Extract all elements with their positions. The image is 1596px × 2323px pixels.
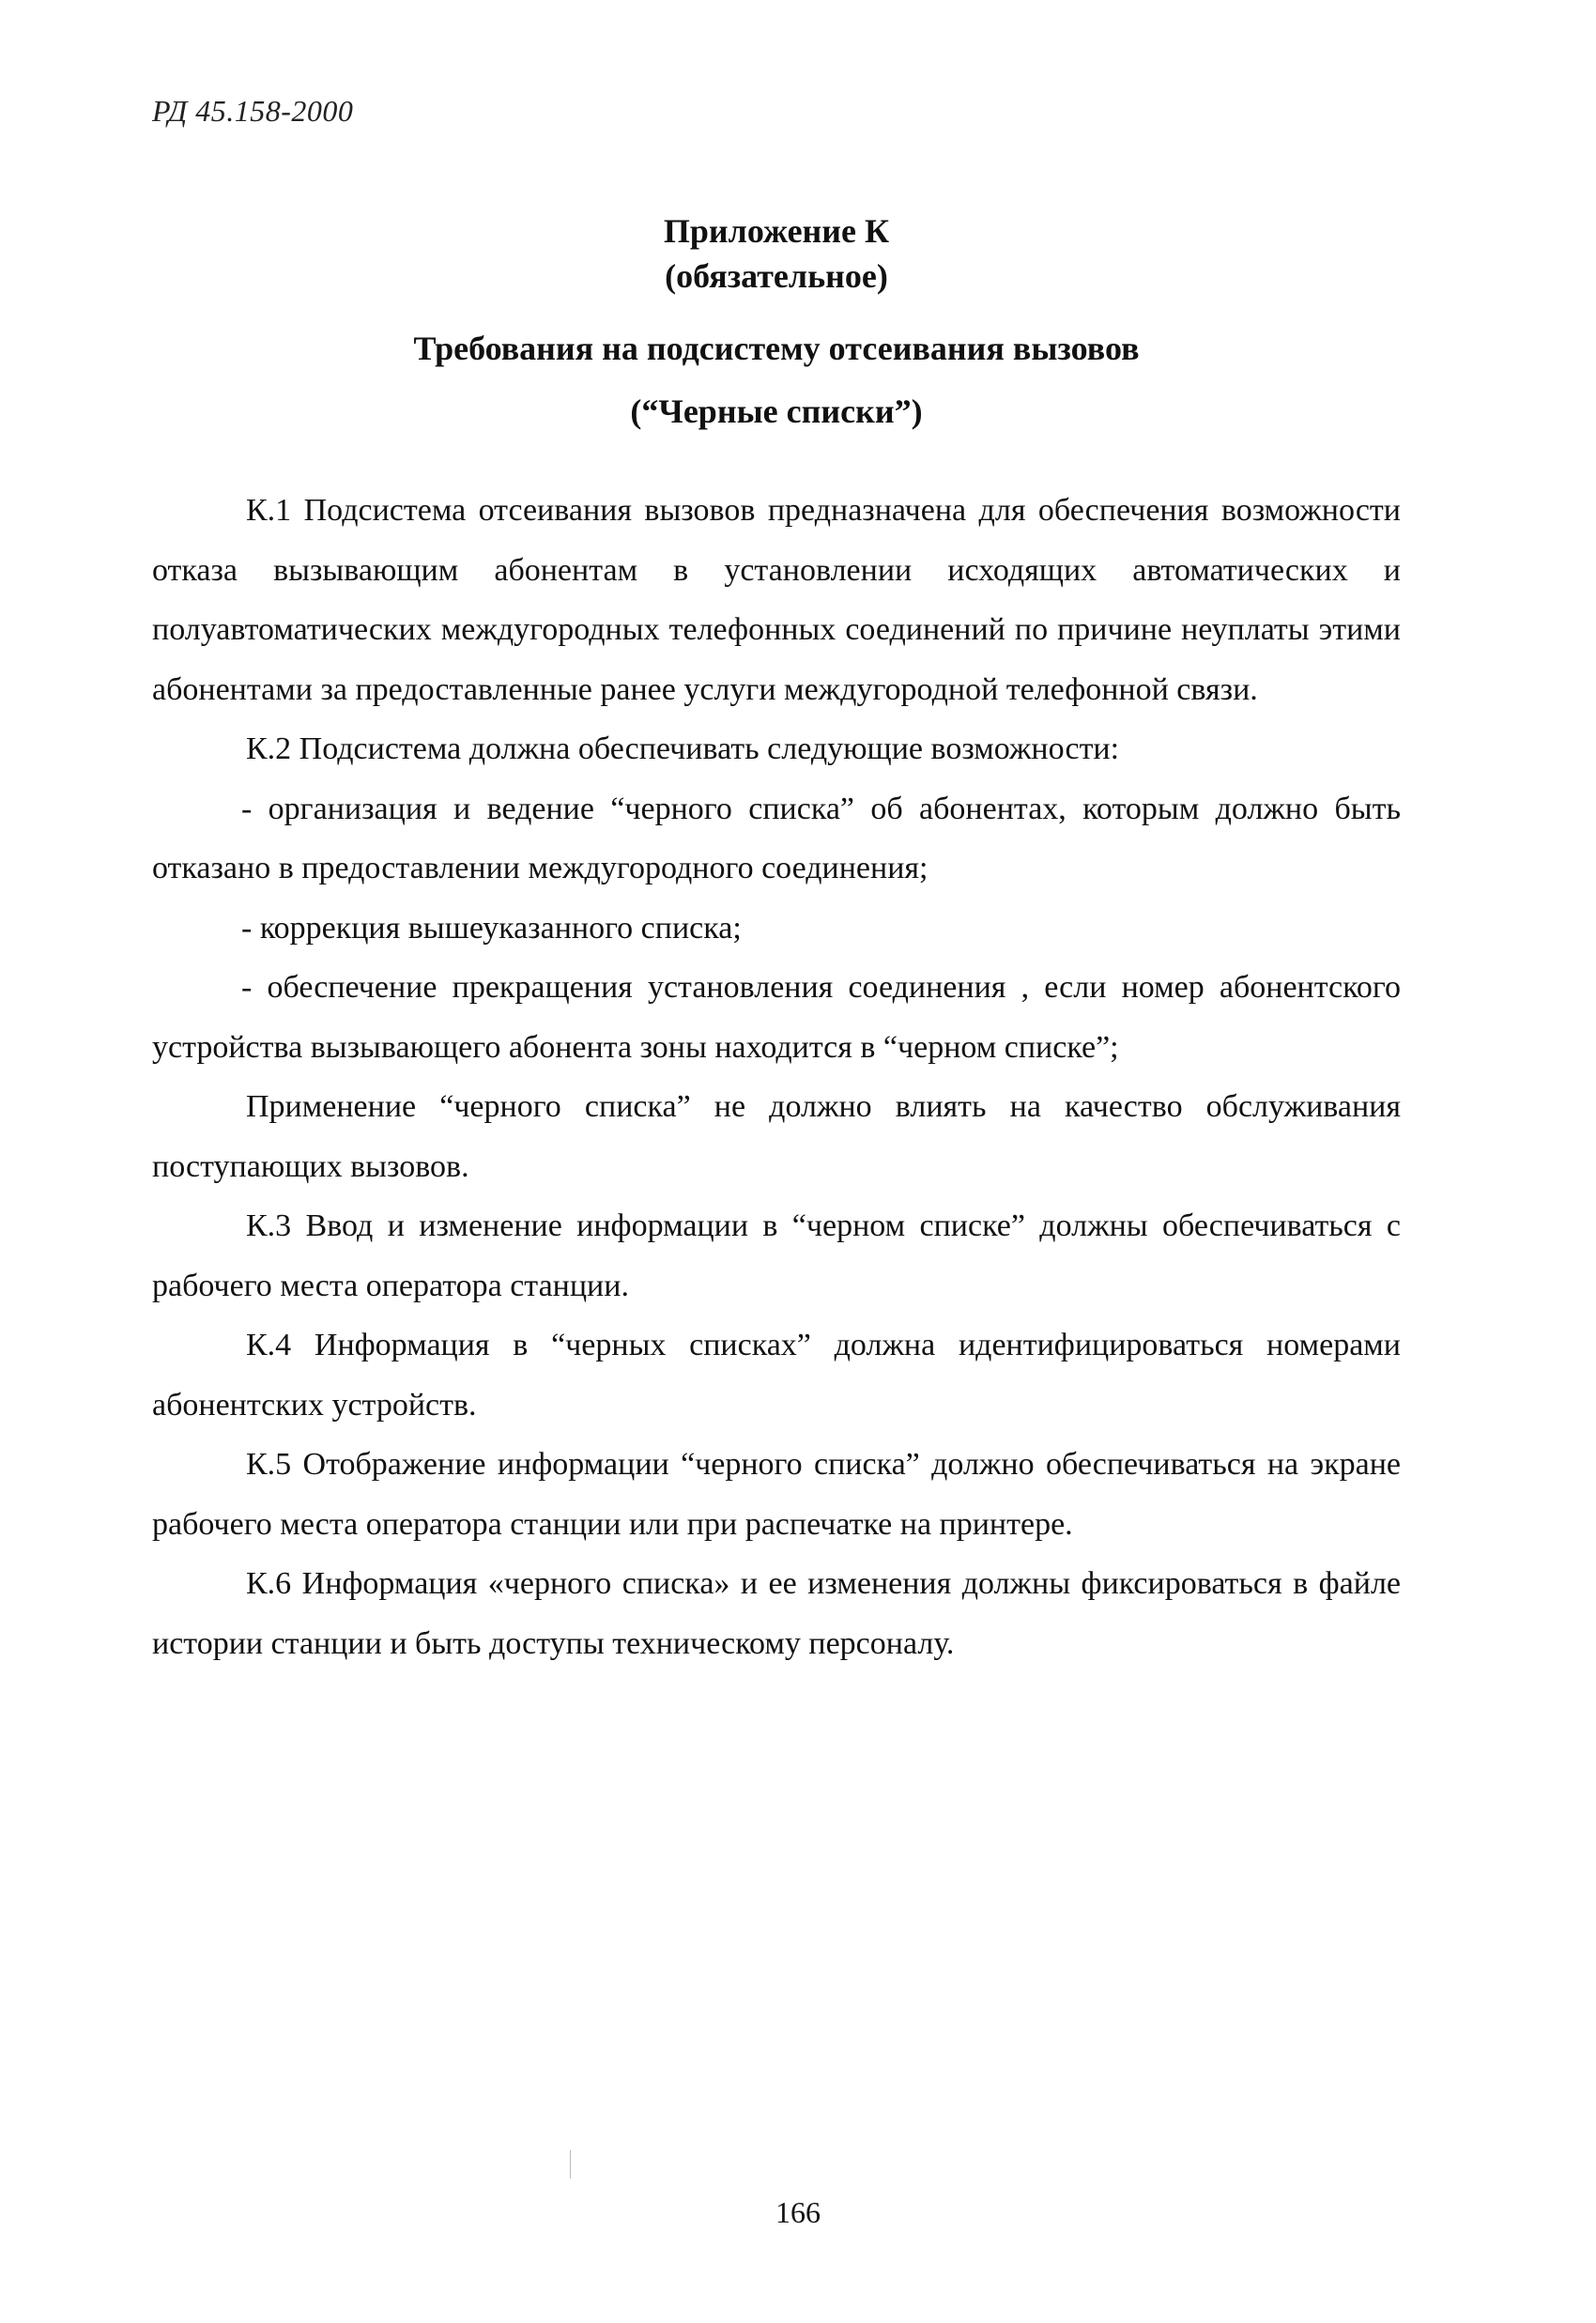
section-title: Требования на подсистему отсеивания вызовов bbox=[413, 330, 1140, 367]
paragraph-application: Применение “черного списка” не должно влиять на качество обслуживания поступающих вызовов. bbox=[152, 1089, 1401, 1184]
paragraph-k1: К.1 Подсистема отсеивания вызовов предназначена для обеспечения возможности отказа вызывающим абонентам в установлении исходящих автоматических и полуавтоматических междугородных телефонных соединений по причине неуплаты этими абонентами за предоставленные ранее услуги междугородной телефонной связи. bbox=[152, 493, 1401, 707]
section-subtitle: (“Черные списки”) bbox=[630, 392, 923, 430]
annex-title: Приложение К bbox=[663, 212, 890, 250]
annex-status: (обязательное) bbox=[665, 257, 888, 295]
paragraph-k4: К.4 Информация в “черных списках” должна идентифицироваться номерами абонентских устройств. bbox=[152, 1328, 1401, 1423]
paragraph-k3: К.3 Ввод и изменение информации в “черном списке” должны обеспечиваться с рабочего места оператора станции. bbox=[152, 1208, 1401, 1303]
body-text bbox=[152, 481, 1401, 1673]
paragraph-k6: К.6 Информация «черного списка» и ее изменения должны фиксироваться в файле истории станции и быть доступы техническому персоналу. bbox=[152, 1566, 1401, 1661]
paragraph-k5: К.5 Отображение информации “черного списка” должно обеспечиваться на экране рабочего места оператора станции или при распечатке на принтере. bbox=[152, 1447, 1401, 1542]
list-item-organization: - организация и ведение “черного списка” об абонентах, которым должно быть отказано в предоставлении междугородного соединения; bbox=[152, 791, 1401, 885]
page-number: 166 bbox=[775, 2195, 821, 2229]
list-item-termination: - обеспечение прекращения установления соединения , если номер абонентского устройства вызывающего абонента зоны находится в “черном списке”; bbox=[152, 970, 1401, 1065]
document-code: РД 45.158-2000 bbox=[152, 94, 354, 128]
list-item-correction: - коррекция вышеуказанного списка; bbox=[241, 910, 742, 946]
scan-artifact bbox=[570, 2150, 571, 2178]
paragraph-k2: К.2 Подсистема должна обеспечивать следующие возможности: bbox=[246, 731, 1120, 766]
